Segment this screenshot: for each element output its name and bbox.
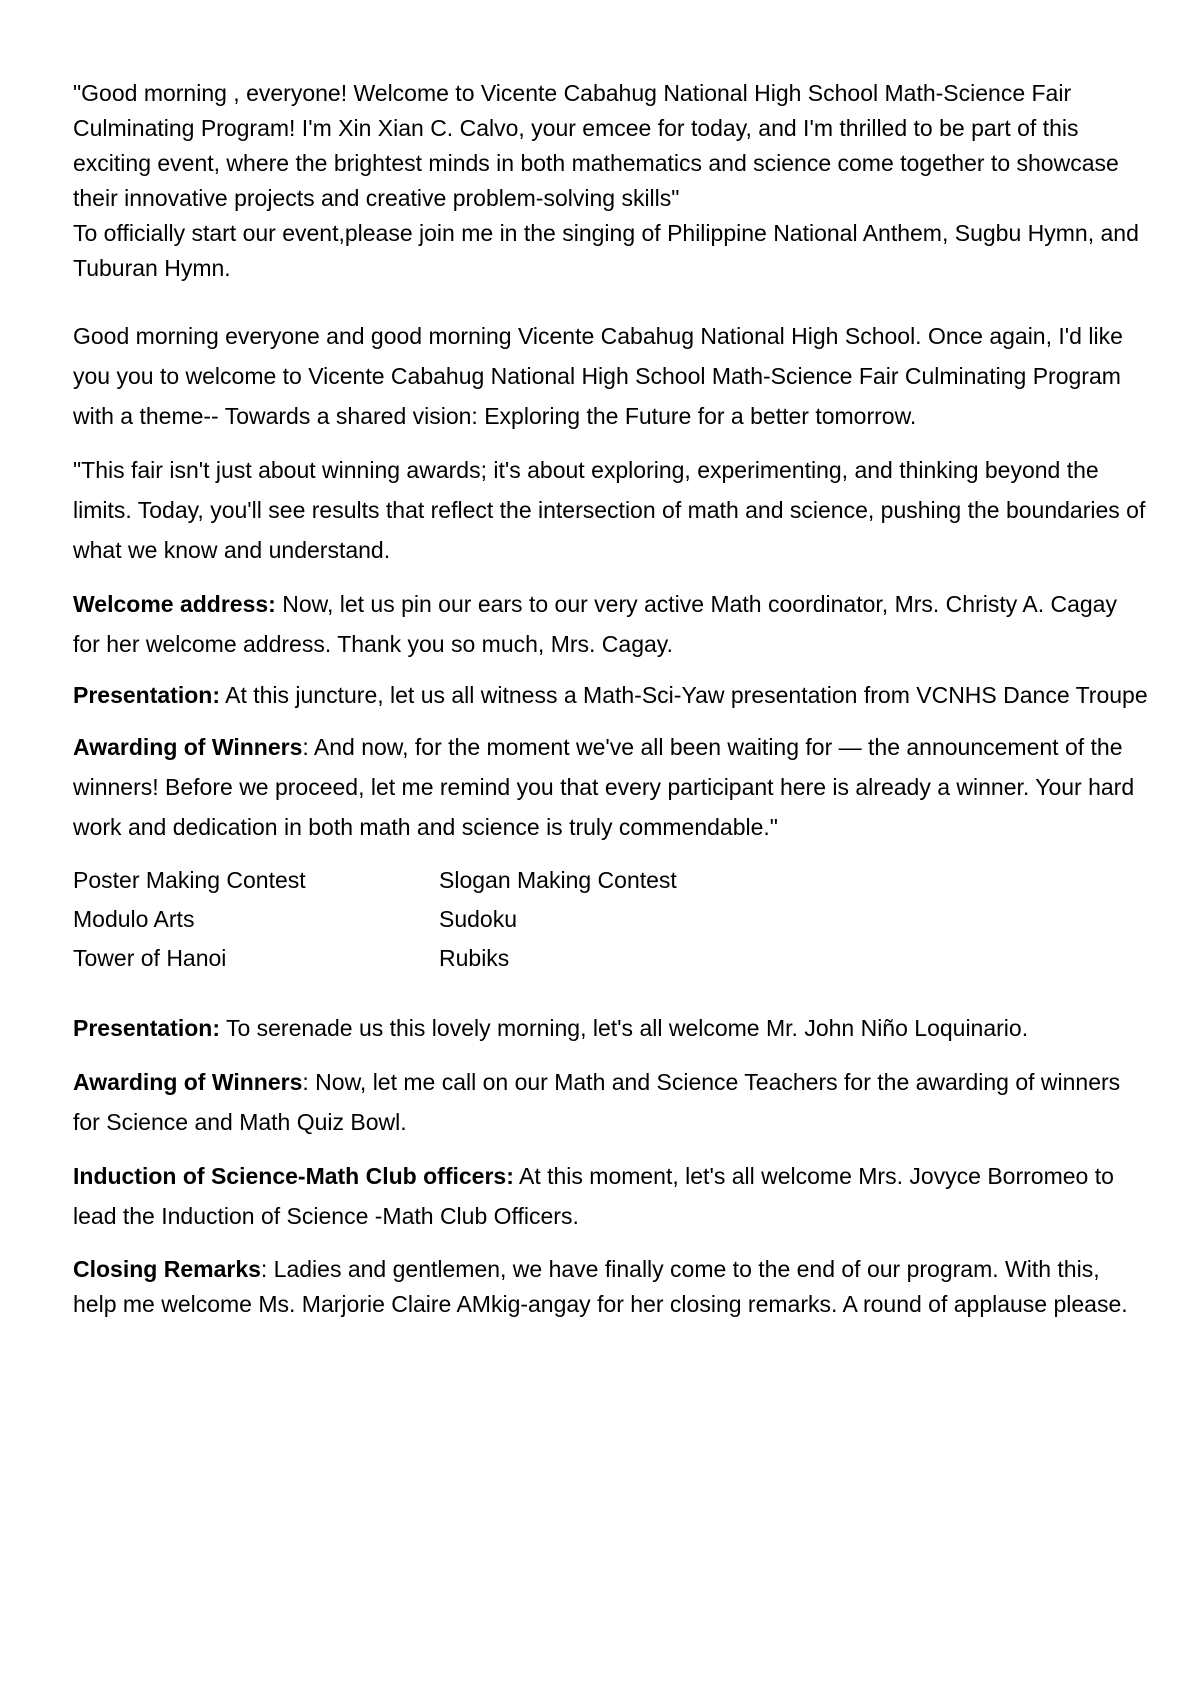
contest-item: Poster Making Contest bbox=[73, 867, 306, 893]
contest-item: Slogan Making Contest bbox=[439, 867, 677, 893]
awarding-2-paragraph bbox=[73, 1062, 1148, 1142]
fair-quote: "This fair isn't just about winning awards; it's about exploring, experimenting, and thinking beyond the limits. Today, you'll see results that reflect the intersection of math and science, pushing the boundaries of what we know and understand. bbox=[73, 457, 1146, 563]
awarding-1-text: : And now, for the moment we've all been waiting for — the announcement of the winners! Before we proceed, let me remind you that every participant here is already a winner. Your hard work and dedication in both math and science is truly commendable." bbox=[73, 734, 1135, 840]
induction-paragraph bbox=[73, 1156, 1148, 1236]
closing-text: : Ladies and gentlemen, we have finally come to the end of our program. With this, help me welcome Ms. Marjorie Claire AMkig-angay for her closing remarks. A round of applause please. bbox=[73, 1256, 1128, 1317]
contest-item: Sudoku bbox=[439, 906, 518, 932]
intro-anthem: To officially start our event,please join me in the singing of Philippine National Anthem, Sugbu Hymn, and Tuburan Hymn. bbox=[73, 220, 1139, 281]
awarding-1-label: Awarding of Winners bbox=[73, 734, 303, 760]
welcome-paragraph: Good morning everyone and good morning Vicente Cabahug National High School. Once again, I'd like you you to welcome to Vicente Cabahug National High School Math-Science Fair Culminating Program with a theme-- Towards a shared vision: Exploring the Future for a better tomorrow. bbox=[73, 323, 1123, 429]
awarding-2-label: Awarding of Winners bbox=[73, 1069, 303, 1095]
contest-list bbox=[73, 861, 1148, 978]
presentation-1-text: At this juncture, let us all witness a Math-Sci-Yaw presentation from VCNHS Dance Troupe bbox=[219, 682, 1148, 708]
contest-item: Tower of Hanoi bbox=[73, 945, 227, 971]
presentation-1-paragraph bbox=[73, 678, 1148, 713]
awarding-2-text: : Now, let me call on our Math and Science Teachers for the awarding of winners for Science and Math Quiz Bowl. bbox=[73, 1069, 1121, 1135]
presentation-2-text: To serenade us this lovely morning, let's all welcome Mr. John Niño Loquinario. bbox=[219, 1015, 1029, 1041]
presentation-2-paragraph bbox=[73, 1008, 1148, 1048]
induction-text: At this moment, let's all welcome Mrs. Jovyce Borromeo to lead the Induction of Science -Math Club Officers. bbox=[73, 1163, 1114, 1229]
closing-label: Closing Remarks bbox=[73, 1256, 261, 1282]
contest-item: Rubiks bbox=[439, 945, 510, 971]
contest-item: Modulo Arts bbox=[73, 906, 195, 932]
awarding-1-paragraph bbox=[73, 727, 1148, 847]
closing-paragraph bbox=[73, 1252, 1148, 1322]
welcome-address-text: Now, let us pin our ears to our very active Math coordinator, Mrs. Christy A. Cagay for her welcome address. Thank you so much, Mrs. Cagay. bbox=[73, 591, 1117, 657]
induction-label: Induction of Science-Math Club officers: bbox=[73, 1163, 514, 1189]
presentation-1-label: Presentation: bbox=[73, 682, 220, 708]
intro-greeting: "Good morning , everyone! Welcome to Vicente Cabahug National High School Math-Science Fair Culminating Program! I'm Xin Xian C. Calvo, your emcee for today, and I'm thrilled to be part of this exciting event, where the brightest minds in both mathematics and science come together to showcase their innovative projects and creative problem-solving skills" bbox=[73, 80, 1119, 211]
presentation-2-label: Presentation: bbox=[73, 1015, 220, 1041]
welcome-address-label: Welcome address: bbox=[73, 591, 276, 617]
welcome-address-paragraph bbox=[73, 584, 1148, 664]
document-page bbox=[73, 76, 1148, 1322]
